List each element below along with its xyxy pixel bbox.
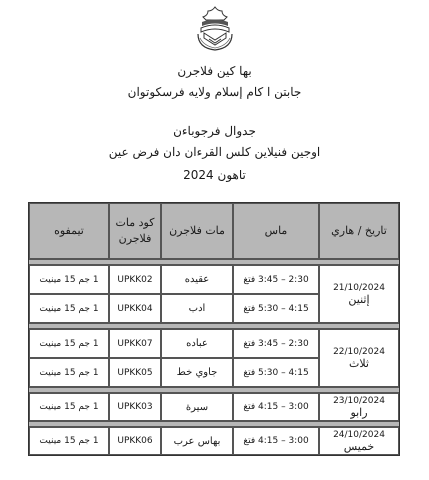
department-name: جابتن ا كام إسلام ولايه فرسكوتوان	[127, 85, 302, 99]
duration-cell: 1 جم 15 مينيت	[29, 294, 109, 323]
code-cell: UPKK05	[109, 358, 161, 387]
date-value: 21/10/2024	[333, 282, 385, 293]
time-cell: 4:15 – 5:30 فتغ	[233, 358, 319, 387]
code-cell: UPKK04	[109, 294, 161, 323]
date-value: 23/10/2024	[333, 395, 385, 406]
table-row	[29, 393, 399, 421]
time-cell: 3:00 – 4:15 فتغ	[233, 427, 319, 455]
col-header-duration: تيمفوه	[29, 203, 109, 259]
day-value: خميس	[343, 439, 375, 453]
date-cell	[319, 329, 399, 387]
time-cell: 2:30 – 3:45 فتغ	[233, 329, 319, 358]
school-name: بها كين فلاجرن	[177, 64, 252, 78]
table-row	[29, 329, 399, 358]
table-row	[29, 427, 399, 455]
code-cell: UPKK03	[109, 393, 161, 421]
document-title: جدوال فرجوباءن	[173, 124, 256, 138]
duration-cell: 1 جم 15 مينيت	[29, 427, 109, 455]
subject-cell: عباده	[161, 329, 233, 358]
subject-cell: جاوي خط	[161, 358, 233, 387]
day-value: إثنين	[348, 292, 370, 306]
table-row	[29, 265, 399, 294]
code-cell: UPKK06	[109, 427, 161, 455]
code-cell: UPKK07	[109, 329, 161, 358]
day-value: ثلاث	[349, 356, 369, 370]
duration-cell: 1 جم 15 مينيت	[29, 393, 109, 421]
subject-cell: ادب	[161, 294, 233, 323]
date-cell	[319, 393, 399, 421]
date-value: 22/10/2024	[333, 346, 385, 357]
day-value: رابو	[350, 405, 368, 419]
date-value: 24/10/2024	[333, 429, 385, 440]
date-cell	[319, 427, 399, 455]
table-header-row	[29, 203, 399, 259]
exam-schedule-table	[28, 202, 400, 456]
year-label: تاهون 2024	[183, 168, 246, 182]
subject-cell: بهاس عرب	[161, 427, 233, 455]
time-cell: 4:15 – 5:30 فتغ	[233, 294, 319, 323]
col-header-date: تاريخ / هاري	[319, 203, 399, 259]
exam-title: اوجين فنيلاين كلس القرءان دان فرض عين	[108, 145, 321, 159]
subject-cell: سيرة	[161, 393, 233, 421]
col-header-subject: مات فلاجرن	[161, 203, 233, 259]
time-cell: 2:30 – 3:45 فتغ	[233, 265, 319, 294]
col-header-code: كود مات فلاجرن	[109, 203, 161, 259]
code-cell: UPKK02	[109, 265, 161, 294]
duration-cell: 1 جم 15 مينيت	[29, 329, 109, 358]
crest-logo-icon	[194, 4, 236, 52]
col-header-time: ماس	[233, 203, 319, 259]
date-cell	[319, 265, 399, 323]
time-cell: 3:00 – 4:15 فتغ	[233, 393, 319, 421]
subject-cell: عقيده	[161, 265, 233, 294]
duration-cell: 1 جم 15 مينيت	[29, 265, 109, 294]
duration-cell: 1 جم 15 مينيت	[29, 358, 109, 387]
